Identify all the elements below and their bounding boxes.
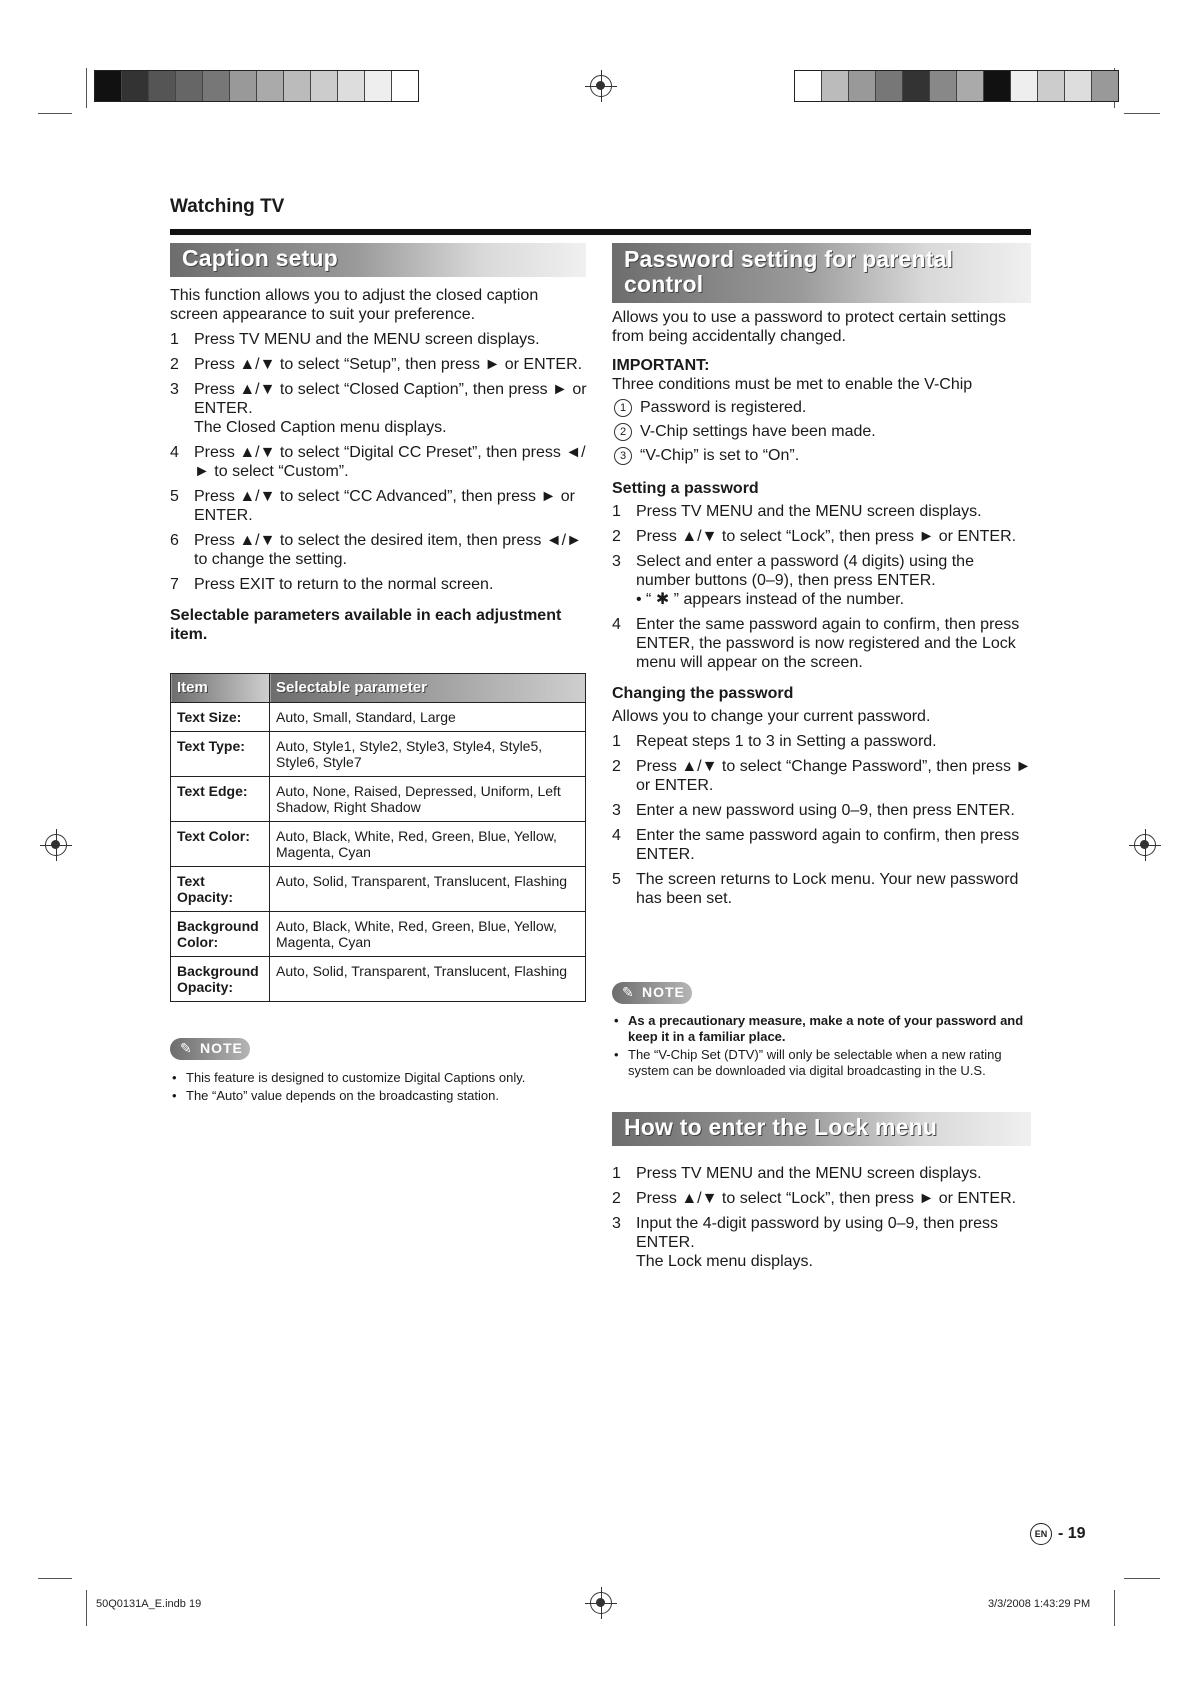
note-item: • This feature is designed to customize Digital Captions only. (172, 1070, 582, 1086)
caption-setup-body (170, 286, 590, 648)
language-badge: EN (1030, 1523, 1052, 1545)
crop-mark-bottom-right-v (1114, 1590, 1115, 1626)
pencil-icon: ✎ (180, 1040, 193, 1056)
step-item: 1 Press TV MENU and the MENU screen displays. (170, 331, 540, 348)
table-header-item: Item (171, 674, 270, 703)
registration-mark-right (1134, 834, 1156, 856)
crop-mark-top-right-h (1124, 113, 1160, 114)
important-label: IMPORTANT: (612, 357, 710, 374)
crop-mark-top-left-v (86, 68, 87, 108)
note-item: • The “Auto” value depends on the broadcasting station. (172, 1088, 582, 1104)
changing-password-intro: Allows you to change your current password. (612, 708, 931, 725)
table-row: Text Size: Auto, Small, Standard, Large (171, 703, 586, 732)
step-item: 1 Repeat steps 1 to 3 in Setting a password. (612, 733, 937, 750)
step-item: 4 Enter the same password again to confirm, then press ENTER. (612, 827, 1020, 863)
setting-password-heading: Setting a password (612, 480, 759, 497)
color-bar-right (794, 70, 1119, 102)
table-row: Text Type: Auto, Style1, Style2, Style3, Style4, Style5, Style6, Style7 (171, 732, 586, 777)
condition-item: 3 “V-Chip” is set to “On”. (612, 446, 1032, 465)
registration-mark-top (590, 75, 612, 97)
step-item: 2 Press ▲/▼ to select “Change Password”, then press ► or ENTER. (612, 758, 1032, 794)
table-row: Text Edge: Auto, None, Raised, Depressed, Uniform, Left Shadow, Right Shadow (171, 777, 586, 822)
step-item: 2 Press ▲/▼ to select “Lock”, then press ► or ENTER. (612, 1190, 1017, 1207)
step-item: 7 Press EXIT to return to the normal screen. (170, 576, 494, 593)
footer-timestamp: 3/3/2008 1:43:29 PM (988, 1598, 1091, 1610)
step-item: 1 Press TV MENU and the MENU screen displays. (612, 1165, 982, 1182)
note-badge-right: ✎ NOTE (612, 982, 692, 1004)
caption-setup-steps (170, 330, 590, 594)
step-item: 1 Press TV MENU and the MENU screen displays. (612, 503, 982, 520)
step-item: 3 Press ▲/▼ to select “Closed Caption”, then press ► or ENTER. The Closed Caption menu displays. (170, 381, 587, 436)
lock-menu-heading: How to enter the Lock menu (612, 1112, 1031, 1146)
important-text: Three conditions must be met to enable the V-Chip (612, 376, 973, 393)
password-heading: Password setting for parental control (612, 243, 1031, 303)
crop-mark-bottom-right-h (1124, 1578, 1160, 1579)
step-item: 4 Enter the same password again to confirm, then press ENTER, the password is now registered and the Lock menu will appear on the screen. (612, 616, 1020, 671)
condition-item: 2 V-Chip settings have been made. (612, 422, 1032, 441)
page-number: EN - 19 (1030, 1523, 1086, 1545)
setting-password-steps (612, 502, 1032, 672)
password-body (612, 308, 1032, 914)
params-table (170, 673, 586, 1002)
lock-menu-body (612, 1164, 1032, 1277)
password-intro: Allows you to use a password to protect certain settings from being accidentally changed. (612, 309, 1006, 345)
crop-mark-top-left-h (38, 113, 72, 114)
registration-mark-left (45, 834, 67, 856)
pencil-icon: ✎ (622, 984, 635, 1000)
crop-mark-bottom-left-v (86, 1590, 87, 1626)
step-item: 6 Press ▲/▼ to select the desired item, then press ◄/► to change the setting. (170, 532, 582, 568)
password-notes (614, 1013, 1029, 1081)
header-rule (170, 229, 1031, 235)
note-badge-left: ✎ NOTE (170, 1038, 250, 1060)
params-heading: Selectable parameters available in each adjustment item. (170, 607, 562, 643)
caption-setup-heading: Caption setup (170, 243, 586, 277)
registration-mark-bottom (590, 1592, 612, 1614)
step-item: 3 Select and enter a password (4 digits) using the number buttons (0–9), then press ENTER. • “ ✱ ” appears instead of the number. (612, 553, 974, 608)
caption-notes (172, 1070, 582, 1106)
note-item: • The “V-Chip Set (DTV)” will only be selectable when a new rating system can be downloaded via digital broadcasting in the U.S. (614, 1047, 1029, 1079)
section-title: Watching TV (170, 196, 285, 217)
table-row: Text Color: Auto, Black, White, Red, Green, Blue, Yellow, Magenta, Cyan (171, 822, 586, 867)
caption-setup-intro: This function allows you to adjust the closed caption screen appearance to suit your preference. (170, 287, 539, 323)
step-item: 3 Input the 4-digit password by using 0–9, then press ENTER. The Lock menu displays. (612, 1215, 998, 1270)
step-item: 5 The screen returns to Lock menu. Your new password has been set. (612, 871, 1019, 907)
lock-menu-steps (612, 1164, 1032, 1271)
condition-item: 1 Password is registered. (612, 398, 1032, 417)
changing-password-steps (612, 732, 1032, 908)
step-item: 2 Press ▲/▼ to select “Setup”, then press ► or ENTER. (170, 356, 583, 373)
footer-file: 50Q0131A_E.indb 19 (96, 1598, 202, 1610)
crop-mark-bottom-left-h (38, 1578, 72, 1579)
table-row: Text Opacity: Auto, Solid, Transparent, Translucent, Flashing (171, 867, 586, 912)
color-bar-left (94, 70, 419, 102)
step-item: 2 Press ▲/▼ to select “Lock”, then press ► or ENTER. (612, 528, 1017, 545)
step-item: 4 Press ▲/▼ to select “Digital CC Preset”, then press ◄/► to select “Custom”. (170, 444, 586, 480)
changing-password-heading: Changing the password (612, 685, 794, 702)
step-item: 3 Enter a new password using 0–9, then press ENTER. (612, 802, 1015, 819)
table-row: Background Color: Auto, Black, White, Red, Green, Blue, Yellow, Magenta, Cyan (171, 912, 586, 957)
step-item: 5 Press ▲/▼ to select “CC Advanced”, then press ► or ENTER. (170, 488, 575, 524)
note-item: • As a precautionary measure, make a note of your password and keep it in a familiar place. (614, 1013, 1029, 1045)
table-row: Background Opacity: Auto, Solid, Transparent, Translucent, Flashing (171, 957, 586, 1002)
table-header-param: Selectable parameter (270, 674, 586, 703)
